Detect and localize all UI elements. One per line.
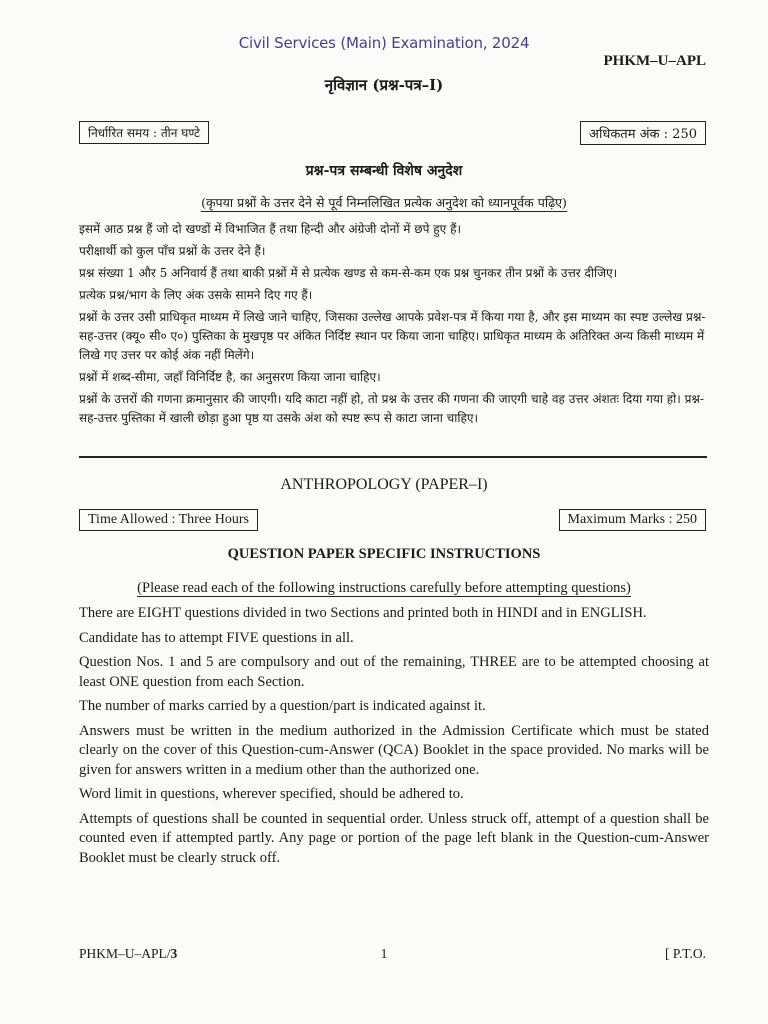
hindi-instruction: प्रश्नों के उत्तर उसी प्राधिकृत माध्यम में लिखे जाने चाहिए, जिसका उल्लेख आपके प्रवेश-पत्र में किया गया है, और इस माध्यम का स्पष्ट उल्लेख प्रश्न-सह-उत्तर (क्यू० सी० ए०) पुस्तिका के मुखपृष्ठ पर अंकित निर्दिष्ट स्थान पर किया जाना चाहिए। प्राधिकृत माध्यम के अतिरिक्त अन्य किसी माध्यम में लिखे गए उत्तर पर कोई अंक नहीं मिलेंगे।: [79, 310, 706, 362]
english-instructions-heading: QUESTION PAPER SPECIFIC INSTRUCTIONS: [227, 546, 541, 562]
hindi-instructions-subheading: [0, 194, 768, 211]
english-instruction: Question Nos. 1 and 5 are compulsory and out of the remaining, THREE are to be attempted choosing at least ONE question from each Section.: [79, 654, 709, 690]
hindi-instruction: इसमें आठ प्रश्न हैं जो दो खण्डों में विभाजित हैं तथा हिन्दी और अंग्रेजी दोनों में छपे हुए हैं।: [79, 222, 462, 236]
footer-code-prefix: PHKM–U–APL/: [79, 946, 171, 961]
hindi-instruction: प्रत्येक प्रश्न/भाग के लिए अंक उसके सामने दिए गए हैं।: [79, 288, 313, 302]
hindi-paper-title: नृविज्ञान (प्रश्न-पत्र–I): [324, 76, 444, 94]
english-instruction: Word limit in questions, wherever specified, should be adhered to.: [79, 786, 464, 802]
english-instruction: There are EIGHT questions divided in two Sections and printed both in HINDI and in ENGLISH.: [79, 605, 647, 621]
english-instructions-subheading: [0, 580, 768, 597]
exam-title: Civil Services (Main) Examination, 2024: [238, 34, 530, 52]
pto-marker: [ P.T.O.: [664, 946, 706, 961]
hindi-instruction: परीक्षार्थी को कुल पाँच प्रश्नों के उत्तर देने हैं।: [79, 244, 266, 258]
hindi-time-allowed: निर्धारित समय : तीन घण्टे: [79, 121, 209, 144]
english-instruction: The number of marks carried by a question/part is indicated against it.: [79, 698, 486, 714]
page-number: 1: [380, 946, 388, 961]
english-instruction: Candidate has to attempt FIVE questions in all.: [79, 629, 354, 646]
section-divider: [79, 456, 707, 458]
paper-code: PHKM–U–APL: [603, 53, 706, 69]
hindi-subheading-text: (कृपया प्रश्नों के उत्तर देने से पूर्व निम्नलिखित प्रत्येक अनुदेश को ध्यानपूर्वक पढ़िए): [201, 195, 567, 210]
hindi-instruction: प्रश्नों के उत्तरों की गणना क्रमानुसार की जाएगी। यदि काटा नहीं हो, तो प्रश्न के उत्तर की गणना की जाएगी चाहे वह उत्तर अंशतः दिया गया हो। प्रश्न-सह-उत्तर पुस्तिका में खाली छोड़ा हुआ पृष्ठ या उसके अंश को स्पष्ट रूप से काटा जाना चाहिए।: [79, 392, 704, 425]
english-instruction: Answers must be written in the medium authorized in the Admission Certificate which must be stated clearly on the cover of this Question-cum-Answer (QCA) Booklet in the space provided. No marks will be given for answers written in a medium other than the authorized one.: [79, 722, 709, 778]
english-instruction: Attempts of questions shall be counted in sequential order. Unless struck off, attempt of a question shall be counted even if attempted partly. Any page or portion of the page left blank in the Question-cum-Answer Booklet must be clearly struck off.: [79, 810, 709, 866]
english-instructions: [79, 604, 709, 873]
english-paper-title: ANTHROPOLOGY (PAPER–I): [280, 476, 488, 493]
hindi-instruction: प्रश्न संख्या 1 और 5 अनिवार्य हैं तथा बाकी प्रश्नों में से प्रत्येक खण्ड से कम-से-कम एक प्रश्न चुनकर तीन प्रश्नों के उत्तर दीजिए।: [79, 266, 618, 280]
english-time-allowed: Time Allowed : Three Hours: [79, 509, 258, 531]
hindi-instructions-heading: प्रश्न-पत्र सम्बन्धी विशेष अनुदेश: [305, 163, 463, 179]
english-subheading-text: (Please read each of the following instructions carefully before attempting questions): [137, 580, 631, 596]
hindi-instructions: [79, 220, 709, 431]
footer-code-suffix: 3: [170, 946, 178, 961]
english-max-marks: Maximum Marks : 250: [559, 509, 707, 531]
hindi-max-marks: अधिकतम अंक : 250: [580, 121, 706, 145]
hindi-instruction: प्रश्नों में शब्द-सीमा, जहाँ विनिर्दिष्ट है, का अनुसरण किया जाना चाहिए।: [79, 370, 381, 384]
